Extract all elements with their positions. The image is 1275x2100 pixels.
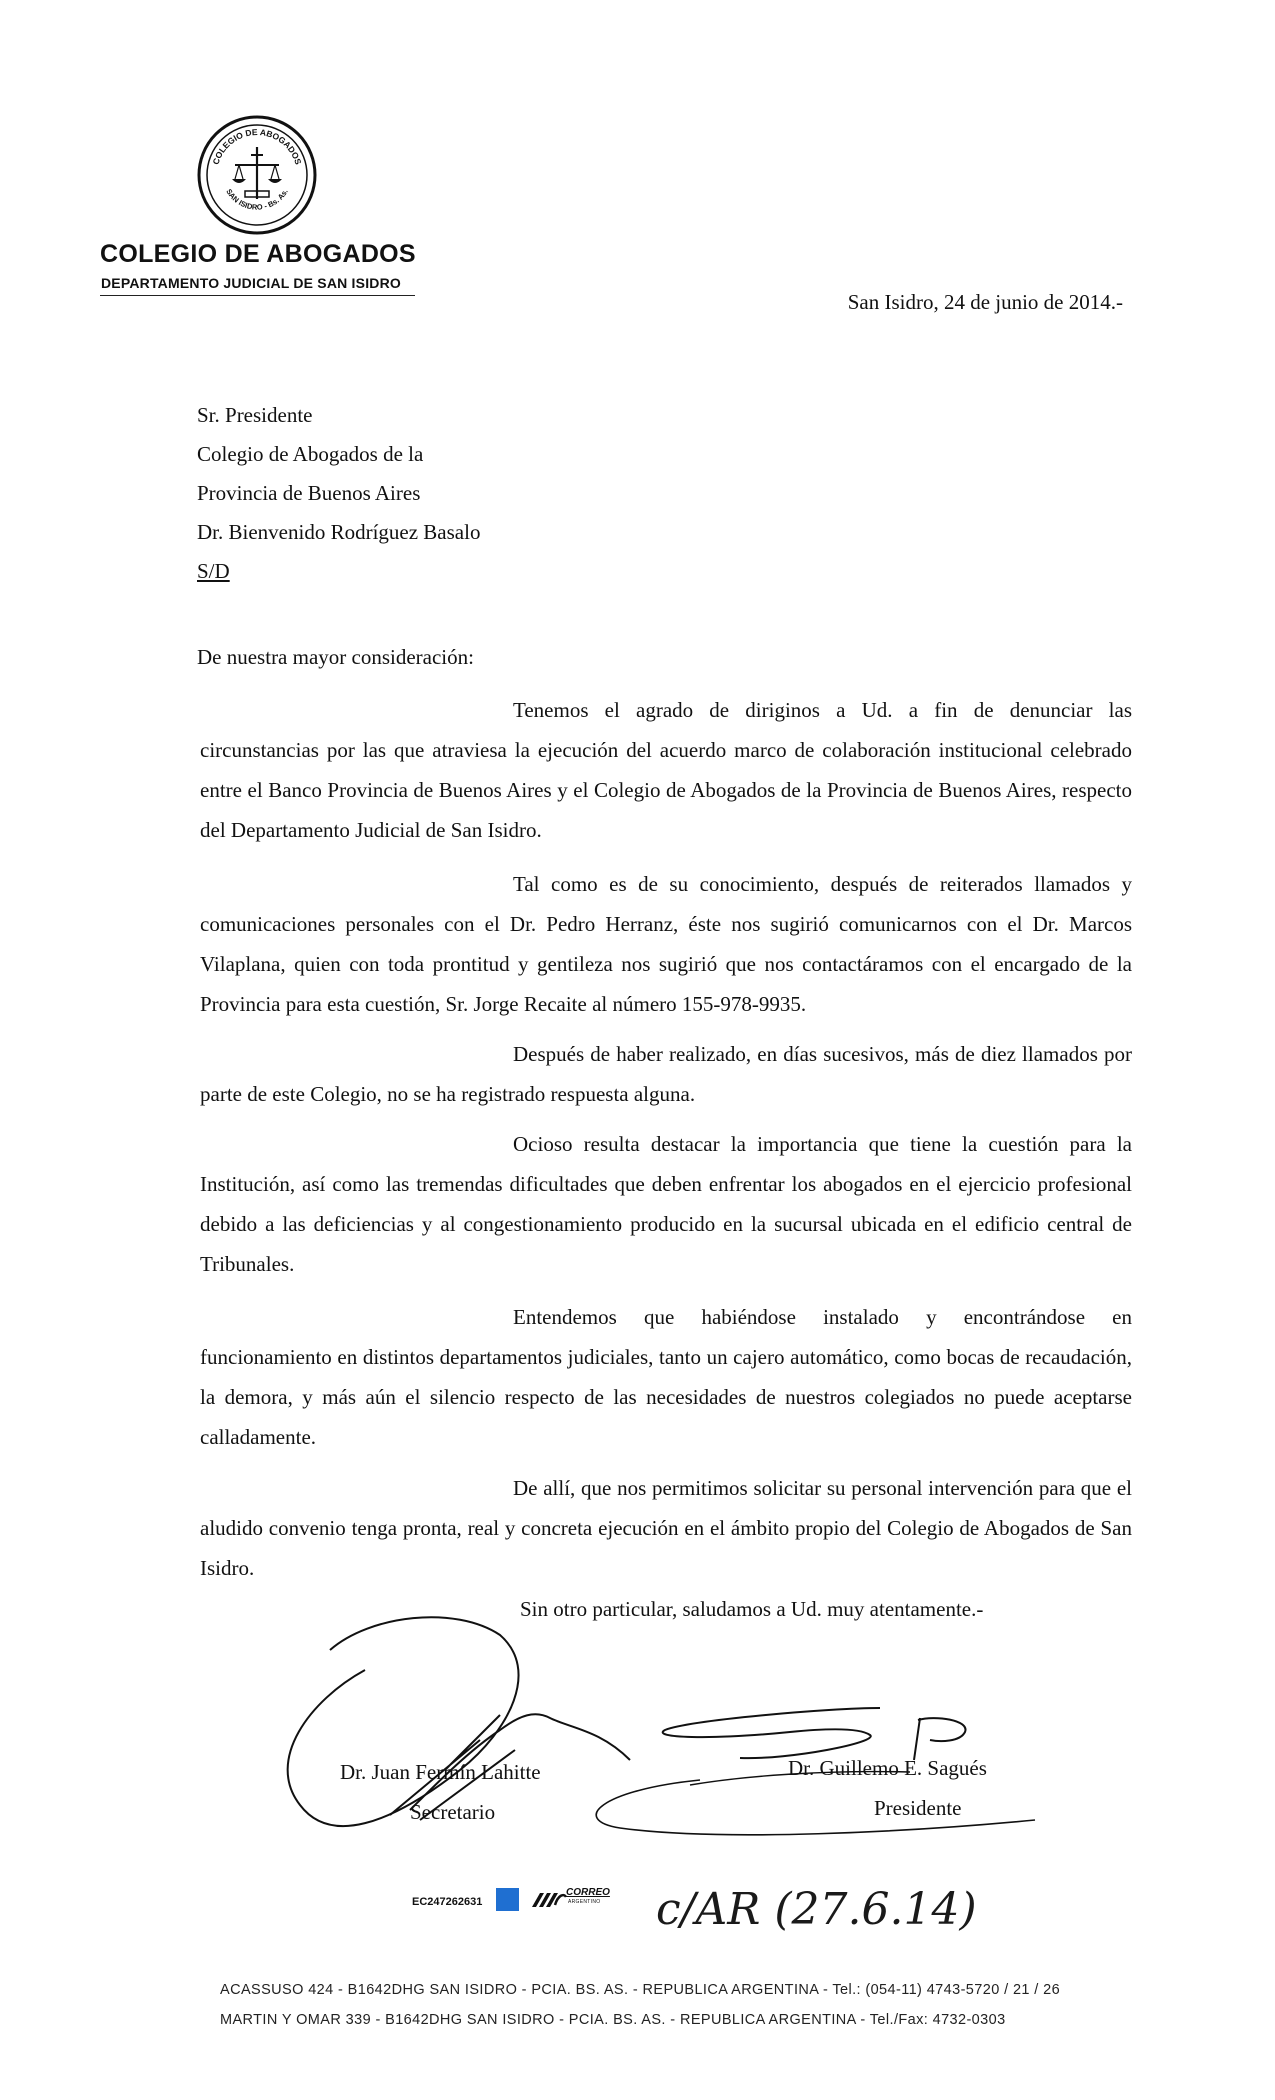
correo-brand-subtext: ARGENTINO [568, 1899, 601, 1905]
paragraph-text: De allí, que nos permitimos solicitar su personal intervención para que el aludido convenio tenga pronta, real y concreta ejecución en el ámbito propio del Colegio de Abogados de San Isidro. [200, 1476, 1132, 1580]
president-name: Dr. Guillemo E. Sagués [788, 1756, 987, 1780]
secretary-title: Secretario [410, 1800, 496, 1824]
secretary-name: Dr. Juan Fermín Lahitte [340, 1760, 541, 1784]
paragraph-text: Después de haber realizado, en días sucesivos, más de diez llamados por parte de este Colegio, no se ha registrado respuesta alguna. [200, 1042, 1132, 1106]
postal-tracking-number: EC247262631 [412, 1896, 483, 1908]
recipient-block [197, 396, 480, 591]
handwritten-note-text: c/AR (27.6.14) [656, 1884, 977, 1935]
recipient-line: Provincia de Buenos Aires [197, 481, 421, 505]
organization-name: COLEGIO DE ABOGADOS [100, 240, 416, 268]
letterhead-divider [100, 295, 415, 296]
paragraph-text: Entendemos que habiéndose instalado y encontrándose en funcionamiento en distintos departamentos judiciales, tanto un cajero automático, como bocas de recaudación, la demora, y más aún el silencio respecto de las necesidades de nuestros colegiados no puede aceptarse calladamente. [200, 1305, 1132, 1449]
handwritten-note [650, 1862, 1060, 1942]
president-title: Presidente [874, 1796, 962, 1820]
letter-paragraph [200, 690, 1132, 850]
date-line: San Isidro, 24 de junio de 2014.- [847, 290, 1123, 314]
letter-paragraph [200, 1468, 1132, 1588]
salutation: De nuestra mayor consideración: [197, 645, 474, 669]
recipient-line: Sr. Presidente [197, 403, 313, 427]
bar-association-seal [195, 113, 320, 238]
letter-paragraph [200, 1297, 1132, 1457]
correo-brand-text: CORREO [566, 1887, 610, 1898]
footer-address-line: ACASSUSO 424 - B1642DHG SAN ISIDRO - PCIA. BS. AS. - REPUBLICA ARGENTINA - Tel.: (054-11) 4743-5720 / 21 / 26 [220, 1982, 1061, 1998]
recipient-line: S/D [197, 559, 230, 583]
paragraph-text: Tal como es de su conocimiento, después de reiterados llamados y comunicaciones personales con el Dr. Pedro Herranz, éste nos sugirió comunicarnos con el Dr. Marcos Vilaplana, quien con toda prontitud y gentileza nos sugirió que nos contactáramos con el encargado de la Provincia para esta cuestión, Sr. Jorge Recaite al número 155-978-9935. [200, 872, 1132, 1016]
footer-address-line: MARTIN Y OMAR 339 - B1642DHG SAN ISIDRO - PCIA. BS. AS. - REPUBLICA ARGENTINA - Tel./Fax: 4732-0303 [220, 2012, 1006, 2028]
paragraph-text: Ocioso resulta destacar la importancia que tiene la cuestión para la Institución, así como las tremendas dificultades que deben enfrentar los abogados en el ejercicio profesional debido a las deficiencias y al congestionamiento producido en la sucursal ubicada en el edificio central de Tribunales. [200, 1132, 1132, 1276]
handwritten-signatures [270, 1610, 1110, 1840]
svg-text:SAN ISIDRO - Bs. As.: SAN ISIDRO - Bs. As. [224, 187, 290, 212]
letter-paragraph [200, 1034, 1132, 1114]
closing-line: Sin otro particular, saludamos a Ud. muy atentamente.- [520, 1597, 984, 1621]
recipient-line: Dr. Bienvenido Rodríguez Basalo [197, 520, 481, 544]
recipient-line: Colegio de Abogados de la [197, 442, 424, 466]
postal-blue-square-icon [496, 1888, 519, 1911]
letter-paragraph [200, 1124, 1132, 1284]
organization-department: DEPARTAMENTO JUDICIAL DE SAN ISIDRO [101, 275, 401, 291]
svg-text:COLEGIO DE ABOGADOS: COLEGIO DE ABOGADOS [210, 126, 304, 166]
letter-paragraph [200, 864, 1132, 1024]
paragraph-text: Tenemos el agrado de diriginos a Ud. a fin de denunciar las circunstancias por las que atraviesa la ejecución del acuerdo marco de colaboración institucional celebrado entre el Banco Provincia de Buenos Aires y el Colegio de Abogados de la Provincia de Buenos Aires, respecto del Departamento Judicial de San Isidro. [200, 698, 1132, 842]
